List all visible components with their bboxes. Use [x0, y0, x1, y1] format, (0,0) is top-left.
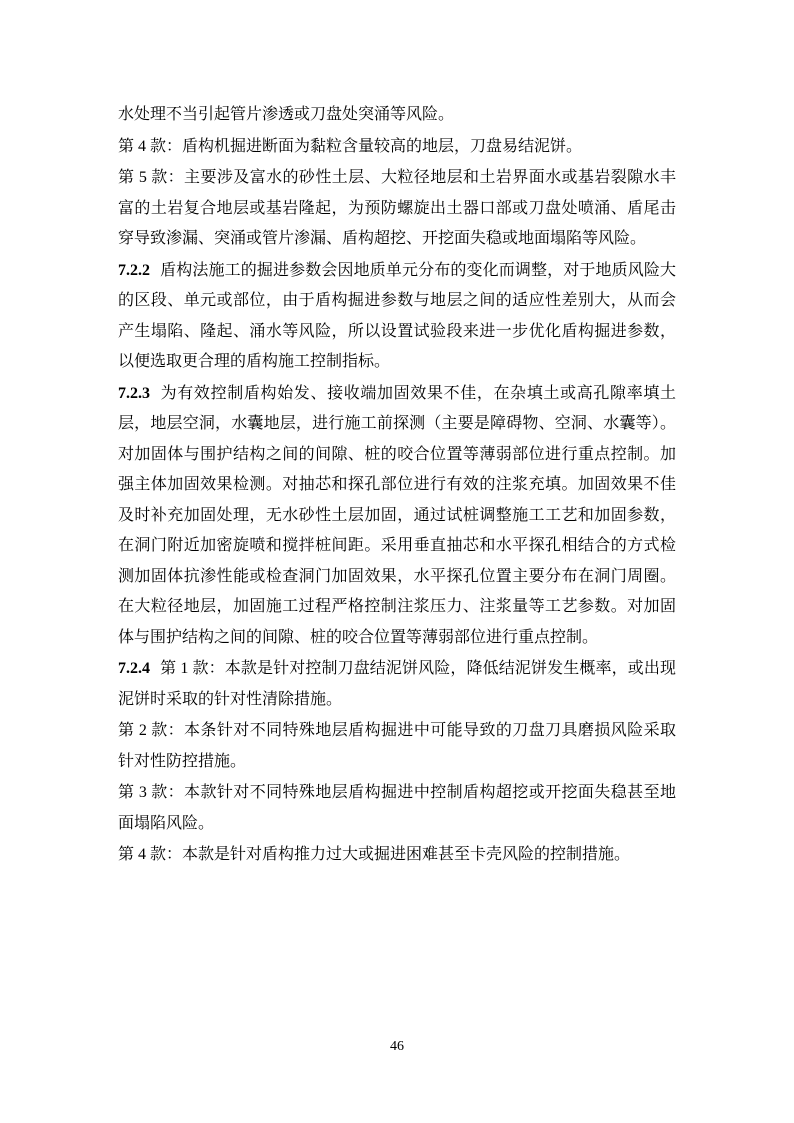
paragraph-item-3: [118, 778, 676, 839]
paragraph-text: 第 3 款：本款针对不同特殊地层盾构掘进中控制盾构超挖或开挖面失稳甚至地面塌陷风险。: [118, 784, 676, 832]
paragraph-text: 水处理不当引起管片渗透或刀盘处突涌等风险。: [118, 106, 455, 123]
clause-number: 7.2.3: [118, 384, 150, 402]
paragraph-item-2: [118, 716, 676, 777]
paragraph-text: 第 4 款：盾构机掘进断面为黏粒含量较高的地层，刀盘易结泥饼。: [118, 137, 583, 155]
paragraph-continuation: [118, 100, 676, 131]
paragraph-item-4: [118, 132, 676, 163]
clause-number: 7.2.2: [118, 261, 150, 279]
clause-7-2-3: [118, 379, 676, 654]
paragraph-text: 为有效控制盾构始发、接收端加固效果不佳，在杂填土或高孔隙率填土层，地层空洞，水囊地层，进行施工前探测（主要是障碍物、空洞、水囊等）。对加固体与围护结构之间的间隙、桩的咬合位置等薄弱部位进行重点控制。加强主体加固效果检测。对抽芯和探孔部位进行有效的注浆充填。加固效果不佳及时补充加固处理，无水砂性土层加固，通过试桩调整施工工艺和加固参数，在洞门附近加密旋喷和搅拌桩间距。采用垂直抽芯和水平探孔相结合的方式检测加固体抗渗性能或检查洞门加固效果，水平探孔位置主要分布在洞门周圈。在大粒径地层，加固施工过程严格控制注浆压力、注浆量等工艺参数。对加固体与围护结构之间的间隙、桩的咬合位置等薄弱部位进行重点控制。: [118, 384, 676, 646]
paragraph-text: 第 4 款：本款是针对盾构推力过大或掘进困难甚至卡壳风险的控制措施。: [118, 846, 631, 863]
clause-7-2-4: [118, 654, 676, 715]
clause-number: 7.2.4: [118, 660, 150, 677]
page-number: 46: [390, 1039, 404, 1054]
page-footer: [0, 1037, 794, 1055]
paragraph-item-5: [118, 163, 676, 255]
clause-7-2-2: [118, 256, 676, 378]
paragraph-text: 盾构法施工的掘进参数会因地质单元分布的变化而调整，对于地质风险大的区段、单元或部位，由于盾构掘进参数与地层之间的适应性差别大，从而会产生塌陷、隆起、涌水等风险，所以设置试验段来进一步优化盾构掘进参数，以便选取更合理的盾构施工控制指标。: [118, 261, 676, 370]
paragraph-text: 第 1 款：本款是针对控制刀盘结泥饼风险，降低结泥饼发生概率，或出现泥饼时采取的针对性清除措施。: [118, 660, 676, 708]
paragraph-item-4b: [118, 840, 676, 871]
paragraph-text: 第 5 款：主要涉及富水的砂性土层、大粒径地层和土岩界面水或基岩裂隙水丰富的土岩复合地层或基岩隆起，为预防螺旋出土器口部或刀盘处喷涌、盾尾击穿导致渗漏、突涌或管片渗漏、盾构超挖、开挖面失稳或地面塌陷等风险。: [118, 169, 676, 247]
paragraph-text: 第 2 款：本条针对不同特殊地层盾构掘进中可能导致的刀盘刀具磨损风险采取针对性防控措施。: [118, 722, 676, 770]
document-content: [118, 100, 676, 872]
